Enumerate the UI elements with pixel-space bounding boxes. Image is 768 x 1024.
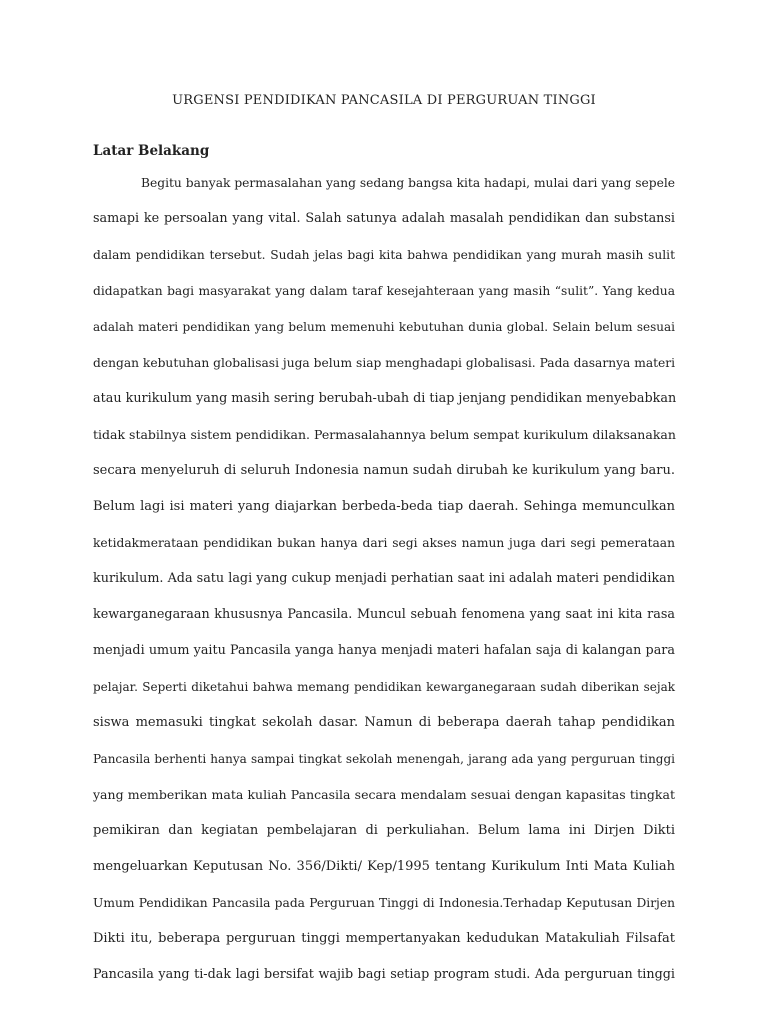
paragraph-line: kewarganegaraan khususnya Pancasila. Muncul sebuah fenomena yang saat ini kita rasa: [93, 607, 675, 622]
paragraph-line: menjadi umum yaitu Pancasila yanga hanya menjadi materi hafalan saja di kalangan para: [93, 643, 675, 658]
paragraph-line: pelajar. Seperti diketahui bahwa memang pendidikan kewarganegaraan sudah diberikan sejak: [93, 680, 675, 694]
paragraph-line: Begitu banyak permasalahan yang sedang bangsa kita hadapi, mulai dari yang sepele: [141, 176, 675, 190]
paragraph-line: siswa memasuki tingkat sekolah dasar. Namun di beberapa daerah tahap pendidikan: [93, 715, 675, 730]
paragraph-line: Pancasila berhenti hanya sampai tingkat sekolah menengah, jarang ada yang perguruan tinggi: [93, 752, 675, 766]
paragraph-line: didapatkan bagi masyarakat yang dalam taraf kesejahteraan yang masih “sulit”. Yang kedua: [93, 284, 675, 298]
paragraph-line: Belum lagi isi materi yang diajarkan berbeda-beda tiap daerah. Sehinga memunculkan: [93, 499, 675, 514]
paragraph-line: yang memberikan mata kuliah Pancasila secara mendalam sesuai dengan kapasitas tingkat: [93, 787, 675, 802]
paragraph-line: adalah materi pendidikan yang belum memenuhi kebutuhan dunia global. Selain belum sesuai: [93, 320, 675, 334]
paragraph-line: dengan kebutuhan globalisasi juga belum siap menghadapi globalisasi. Pada dasarnya materi: [93, 356, 676, 370]
paragraph-line: dalam pendidikan tersebut. Sudah jelas bagi kita bahwa pendidikan yang murah masih sulit: [93, 248, 675, 262]
section-heading: Latar Belakang: [93, 143, 210, 159]
paragraph-line: Dikti itu, beberapa perguruan tinggi mempertanyakan kedudukan Matakuliah Filsafat: [93, 931, 675, 946]
paragraph-line: ketidakmerataan pendidikan bukan hanya dari segi akses namun juga dari segi pemerataan: [93, 536, 675, 550]
paragraph-line: tidak stabilnya sistem pendidikan. Permasalahannya belum sempat kurikulum dilaksanakan: [93, 427, 676, 442]
paragraph-line: secara menyeluruh di seluruh Indonesia namun sudah dirubah ke kurikulum yang baru.: [93, 463, 675, 478]
paragraph-line: Pancasila yang ti-dak lagi bersifat wajib bagi setiap program studi. Ada perguruan tinggi: [93, 967, 675, 982]
document-title: URGENSI PENDIDIKAN PANCASILA DI PERGURUAN TINGGI: [172, 93, 596, 108]
paragraph-line: Umum Pendidikan Pancasila pada Perguruan Tinggi di Indonesia.Terhadap Keputusan Dirjen: [93, 896, 675, 910]
paragraph-line: mengeluarkan Keputusan No. 356/Dikti/ Kep/1995 tentang Kurikulum Inti Mata Kuliah: [93, 859, 675, 874]
paragraph-line: kurikulum. Ada satu lagi yang cukup menjadi perhatian saat ini adalah materi pendidikan: [93, 571, 675, 586]
paragraph-line: pemikiran dan kegiatan pembelajaran di perkuliahan. Belum lama ini Dirjen Dikti: [93, 823, 675, 838]
paragraph-line: atau kurikulum yang masih sering berubah-ubah di tiap jenjang pendidikan menyebabkan: [93, 391, 677, 406]
paragraph-line: samapi ke persoalan yang vital. Salah satunya adalah masalah pendidikan dan substansi: [93, 211, 675, 226]
